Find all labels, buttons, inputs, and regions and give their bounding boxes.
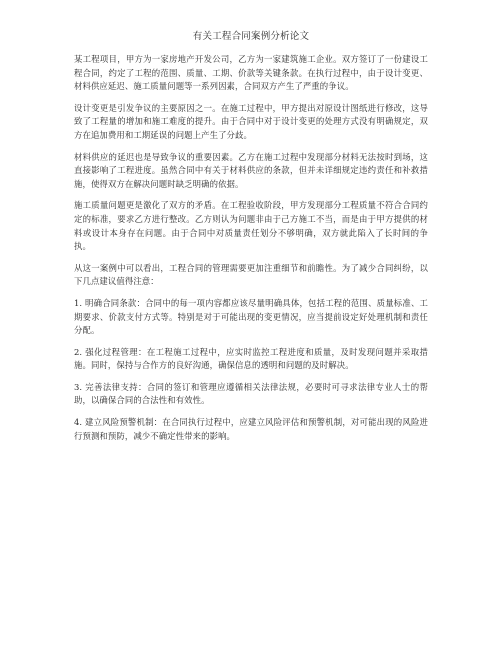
paragraph-suggestion-2: 2. 强化过程管理：在工程施工过程中，应实时监控工程进度和质量，及时发现问题并采取措施。同时，保持与合作方的良好沟通，确保信息的透明和问题的及时解决。 [74, 346, 428, 371]
paragraph-suggestion-3: 3. 完善法律支持：合同的签订和管理应遵循相关法律法规，必要时可寻求法律专业人士的帮助，以确保合同的合法性和有效性。 [74, 381, 428, 406]
paragraph-design-change: 设计变更是引发争议的主要原因之一。在施工过程中，甲方提出对原设计图纸进行修改，这导致了工程量的增加和施工难度的提升。由于合同中对于设计变更的处理方式没有明确规定，双方在追加费用和工期延误的问题上产生了分歧。 [74, 102, 428, 140]
paragraph-suggestion-4: 4. 建立风险预警机制：在合同执行过程中，应建立风险评估和预警机制，对可能出现的风险进行预测和预防，减少不确定性带来的影响。 [74, 417, 428, 441]
paragraph-case-background: 某工程项目，甲方为一家房地产开发公司，乙方为一家建筑施工企业。双方签订了一份建设工程合同，约定了工程的范围、质量、工期、价款等关键条款。在执行过程中，由于设计变更、材料供应延迟、施工质量问题等一系列因素，合同双方产生了严重的争议。 [74, 54, 428, 92]
document-title: 有关工程合同案例分析论文 [192, 31, 310, 42]
paragraph-lessons-intro: 从这一案例中可以看出，工程合同的管理需要更加注重细节和前瞻性。为了减少合同纠纷，以下几点建议值得注意： [74, 262, 428, 287]
paragraph-quality-issue: 施工质量问题更是激化了双方的矛盾。在工程验收阶段，甲方发现部分工程质量不符合合同约定的标准，要求乙方进行整改。乙方则认为问题非由于己方施工不当，而是由于甲方提供的材料或设计本身存在问题。由于合同中对质量责任划分不够明确，双方就此陷入了长时间的争执。 [74, 200, 428, 252]
paragraph-material-delay: 材料供应的延迟也是导致争议的重要因素。乙方在施工过程中发现部分材料无法按时到场，这直接影响了工程进度。虽然合同中有关于材料供应的条款，但并未详细规定违约责任和补救措施，使得双方在解决问题时缺乏明确的依据。 [74, 151, 428, 189]
paragraph-suggestion-1: 1. 明确合同条款：合同中的每一项内容都应该尽量明确具体，包括工程的范围、质量标准、工期要求、价款支付方式等。特别是对于可能出现的变更情况，应当提前设定好处理机制和责任分配。 [74, 297, 428, 336]
